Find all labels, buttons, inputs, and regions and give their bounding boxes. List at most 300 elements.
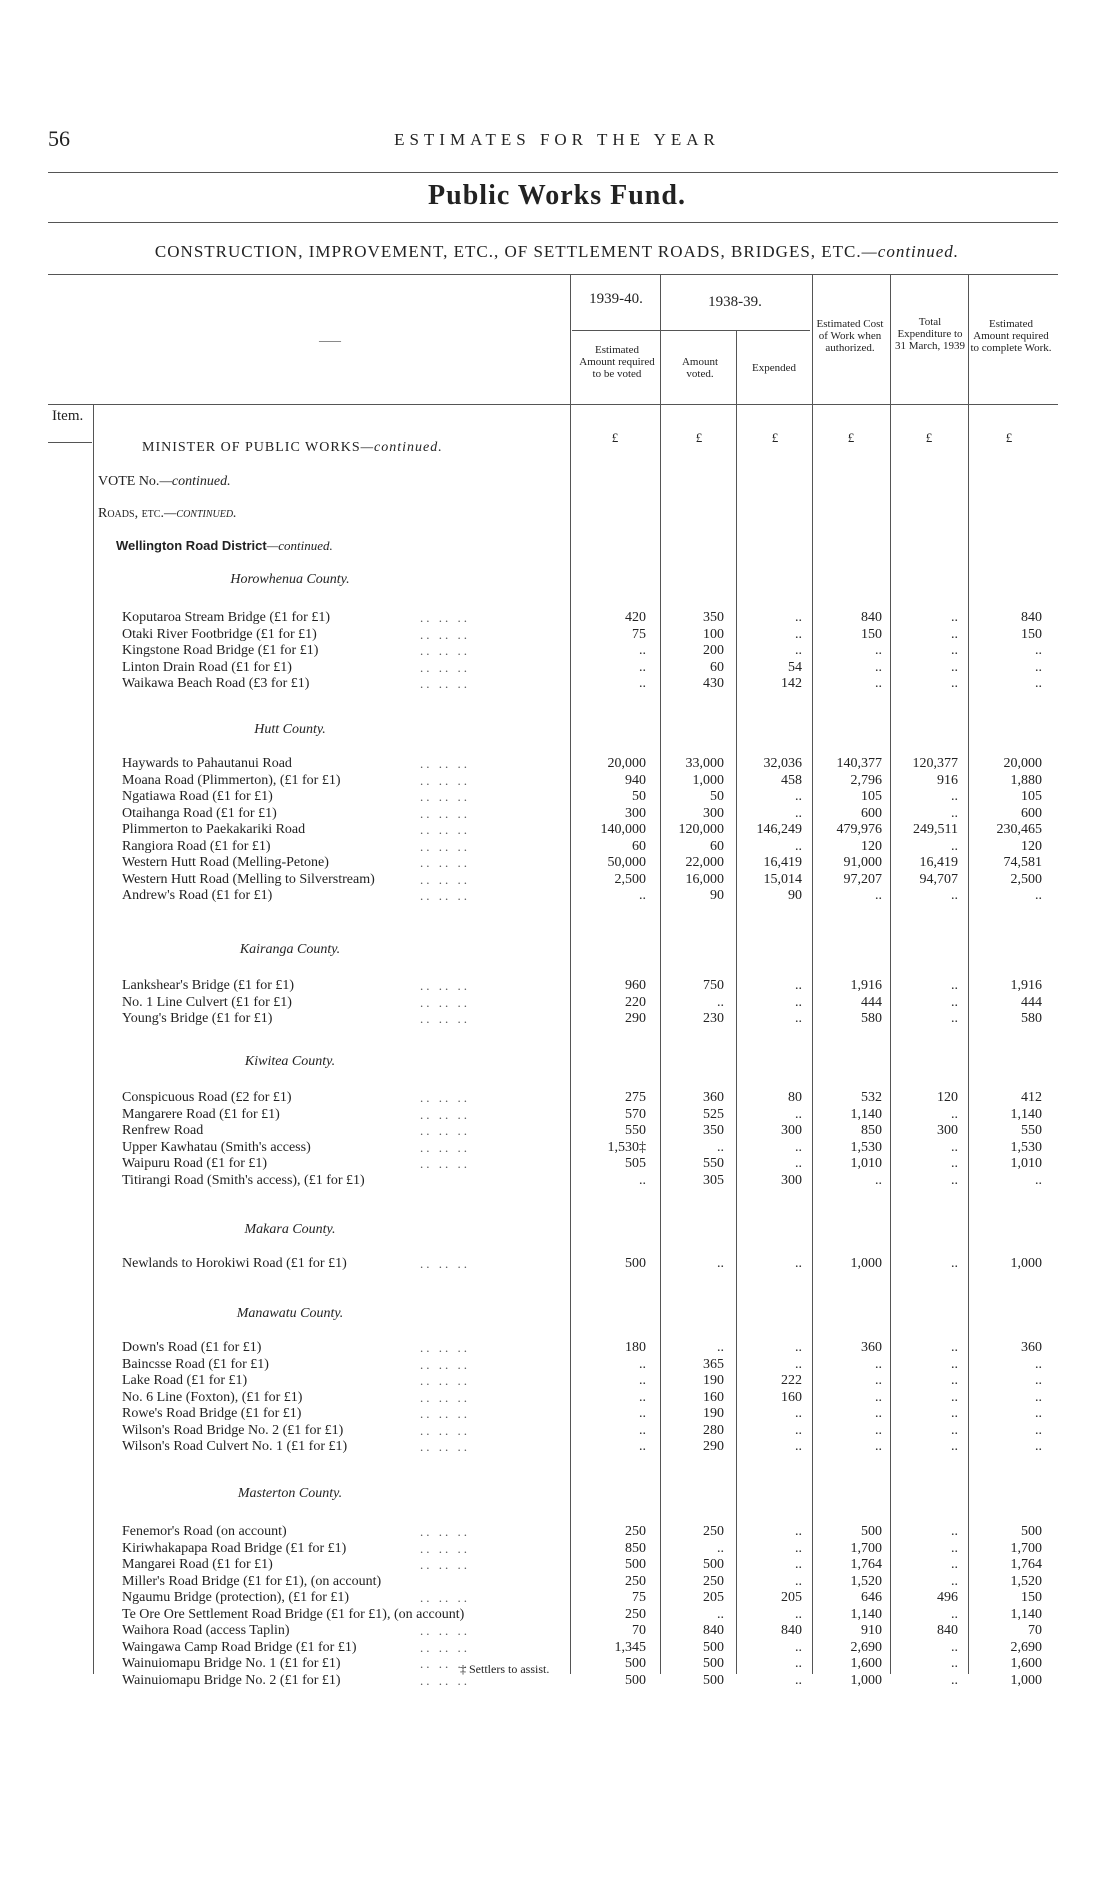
cell-value-col-6: 1,880 [1010, 772, 1042, 788]
county-heading: Hutt County. [254, 722, 326, 737]
item-name: Linton Drain Road (£1 for £1) [122, 659, 292, 675]
item-name: Kingstone Road Bridge (£1 for £1) [122, 643, 319, 658]
leader-dots: .. .. .. [420, 1639, 470, 1655]
table-row [0, 789, 1114, 805]
cell-value-col-1: 70 [632, 1623, 646, 1638]
item-name: Ngatiawa Road (£1 for £1) [122, 789, 273, 804]
cell-value-col-5: .. [951, 1639, 958, 1655]
table-row [0, 1357, 1114, 1373]
county-heading: Horowhenua County. [230, 572, 350, 587]
cell-value-col-5: .. [951, 789, 958, 804]
year-underline [572, 330, 810, 331]
cell-value-col-1: .. [639, 676, 646, 691]
cell-value-col-2: 160 [703, 1389, 724, 1405]
cell-value-col-2: 360 [703, 1090, 724, 1105]
cell-value-col-1: 570 [625, 1106, 646, 1122]
cell-value-col-1: 850 [625, 1540, 646, 1556]
leader-dots: .. .. .. [420, 610, 470, 625]
cell-value-col-4: 444 [861, 994, 882, 1010]
minister-text: MINISTER OF PUBLIC WORKS [142, 440, 361, 455]
cell-value-col-6: 1,916 [1010, 978, 1042, 993]
cell-value-col-1: 1,345 [614, 1639, 646, 1655]
cell-value-col-6: 412 [1021, 1090, 1042, 1105]
cell-value-col-5: .. [951, 1356, 958, 1372]
section-title-cont: —continued. [861, 242, 960, 261]
cell-value-col-6: 1,764 [1010, 1557, 1042, 1572]
cell-value-col-2: 365 [703, 1356, 724, 1372]
cell-value-col-4: 500 [861, 1524, 882, 1539]
cell-value-col-5: .. [951, 643, 958, 658]
cell-value-col-2: 190 [703, 1373, 724, 1388]
table-row [0, 839, 1114, 855]
item-name: Andrew's Road (£1 for £1) [122, 888, 273, 903]
cell-value-col-4: .. [875, 1172, 882, 1188]
cell-value-col-1: .. [639, 1172, 646, 1188]
leader-dots: .. .. .. [420, 1557, 470, 1572]
cell-value-col-6: 150 [1021, 626, 1042, 642]
cell-value-col-5: .. [951, 1106, 958, 1122]
cell-value-col-4: 2,690 [850, 1639, 882, 1655]
leader-dots: .. .. .. [420, 1672, 470, 1688]
cell-value-col-6: 1,530 [1010, 1139, 1042, 1155]
cell-value-col-6: 1,010 [1010, 1156, 1042, 1171]
item-name: Rangiora Road (£1 for £1) [122, 838, 271, 854]
cell-value-col-4: 1,000 [850, 1256, 882, 1271]
leader-dots: .. .. .. [420, 659, 470, 675]
cell-value-col-2: 300 [703, 805, 724, 821]
cell-value-col-2: 190 [703, 1406, 724, 1421]
col-expended: Expended [752, 362, 796, 374]
pound-col-3: £ [771, 430, 779, 445]
cell-value-col-4: 580 [861, 1011, 882, 1026]
leader-dots: .. .. .. [420, 1340, 470, 1355]
item-name: Rowe's Road Bridge (£1 for £1) [122, 1406, 302, 1421]
cell-value-col-3: 458 [781, 772, 802, 788]
cell-value-col-2: 230 [703, 1011, 724, 1026]
cell-value-col-1: .. [639, 1389, 646, 1405]
cell-value-col-1: 275 [625, 1090, 646, 1105]
cell-value-col-5: .. [951, 1011, 958, 1026]
cell-value-col-3: 80 [788, 1090, 802, 1105]
district-text: Wellington Road District [116, 538, 267, 553]
year-1938-39: 1938-39. [708, 294, 762, 310]
table-row [0, 1607, 1114, 1623]
cell-value-col-6: 2,690 [1010, 1639, 1042, 1655]
cell-value-col-2: 350 [703, 1123, 724, 1138]
cell-value-col-4: 120 [861, 838, 882, 854]
leader-dots: .. .. .. [420, 1389, 470, 1405]
cell-value-col-6: .. [1035, 1373, 1042, 1388]
cell-value-col-3: .. [795, 643, 802, 658]
table-row [0, 1256, 1114, 1272]
cell-value-col-2: .. [717, 1540, 724, 1556]
county-heading: Manawatu County. [236, 1306, 344, 1321]
item-name: Waihora Road (access Taplin) [122, 1623, 290, 1638]
table-row [0, 1173, 1114, 1189]
cell-value-col-5: .. [951, 978, 958, 993]
header-rule [48, 172, 1058, 173]
cell-value-col-3: .. [795, 1656, 802, 1671]
cell-value-col-3: 32,036 [763, 756, 802, 771]
col-rule-6 [968, 274, 969, 1674]
cell-value-col-1: .. [639, 1373, 646, 1388]
pound-col-5: £ [925, 430, 933, 445]
cell-value-col-6: .. [1035, 1406, 1042, 1421]
cell-value-col-3: 90 [788, 888, 802, 903]
district-heading [116, 538, 333, 554]
cell-value-col-6: 1,140 [1010, 1106, 1042, 1122]
cell-value-col-3: .. [795, 1106, 802, 1122]
cell-value-col-3: .. [795, 994, 802, 1010]
cell-value-col-1: .. [639, 1439, 646, 1454]
cell-value-col-6: .. [1035, 659, 1042, 675]
leader-dots: .. .. .. [420, 643, 470, 658]
cell-value-col-3: .. [795, 626, 802, 642]
cell-value-col-2: 250 [703, 1524, 724, 1539]
pound-col-6: £ [1005, 430, 1013, 445]
vote-heading [98, 474, 231, 490]
county-heading: Masterton County. [237, 1486, 343, 1501]
cell-value-col-5: .. [951, 1256, 958, 1271]
running-head: ESTIMATES FOR THE YEAR [394, 130, 720, 149]
cell-value-col-6: 550 [1021, 1123, 1042, 1138]
cell-value-col-3: .. [795, 978, 802, 993]
item-name: Mangarere Road (£1 for £1) [122, 1106, 280, 1122]
item-name: Miller's Road Bridge (£1 for £1), (on account) [122, 1573, 382, 1589]
footnote: ‡ Settlers to assist. [460, 1662, 550, 1676]
cell-value-col-3: .. [795, 1356, 802, 1372]
item-name: Western Hutt Road (Melling-Petone) [122, 855, 329, 870]
roads-text: Roads, etc. [98, 506, 164, 521]
cell-value-col-3: .. [795, 838, 802, 854]
cell-value-col-2: 60 [710, 838, 724, 854]
cell-value-col-6: 840 [1021, 610, 1042, 625]
cell-value-col-1: 250 [625, 1524, 646, 1539]
item-name: Koputaroa Stream Bridge (£1 for £1) [122, 610, 330, 625]
cell-value-col-3: 15,014 [763, 871, 802, 887]
item-name: Western Hutt Road (Melling to Silverstream) [122, 871, 375, 887]
table-row [0, 888, 1114, 904]
cell-value-col-3: .. [795, 1672, 802, 1688]
cell-value-col-2: 500 [703, 1557, 724, 1572]
cell-value-col-1: 20,000 [607, 756, 646, 771]
item-name: Fenemor's Road (on account) [122, 1524, 287, 1539]
section-title-text: CONSTRUCTION, IMPROVEMENT, ETC., OF SETTLEMENT ROADS, BRIDGES, ETC. [154, 242, 862, 261]
cell-value-col-5: .. [951, 1340, 958, 1355]
year-1939-40: 1939-40. [589, 291, 643, 307]
table-row [0, 1390, 1114, 1406]
cell-value-col-2: 90 [710, 888, 724, 903]
cell-value-col-1: .. [639, 888, 646, 903]
cell-value-col-4: 1,140 [850, 1106, 882, 1122]
cell-value-col-6: .. [1035, 1172, 1042, 1188]
cell-value-col-4: 479,976 [836, 822, 882, 837]
leader-dots: .. .. .. [420, 1090, 470, 1105]
leader-dots: .. .. .. [420, 789, 470, 804]
cell-value-col-3: 840 [781, 1623, 802, 1638]
cell-value-col-6: 1,700 [1010, 1540, 1042, 1556]
cell-value-col-4: .. [875, 1389, 882, 1405]
cell-value-col-5: .. [951, 659, 958, 675]
cell-value-col-6: 600 [1021, 805, 1042, 821]
cell-value-col-6: 1,000 [1010, 1672, 1042, 1688]
leader-dots: .. .. .. [420, 838, 470, 854]
cell-value-col-1: 75 [632, 626, 646, 642]
table-row [0, 1656, 1114, 1672]
leader-dots: .. .. .. [420, 805, 470, 821]
table-row [0, 1574, 1114, 1590]
cell-value-col-4: .. [875, 676, 882, 691]
cell-value-col-4: 1,916 [850, 978, 882, 993]
table-row [0, 1011, 1114, 1027]
col-rule-4 [812, 274, 813, 1674]
table-row [0, 1090, 1114, 1106]
roads-cont: —continued. [163, 506, 237, 521]
item-name: Upper Kawhatau (Smith's access) [122, 1139, 311, 1155]
item-name: Baincsse Road (£1 for £1) [122, 1356, 269, 1372]
item-name: Te Ore Ore Settlement Road Bridge (£1 for £1), (on account) [122, 1606, 465, 1622]
table-row [0, 1640, 1114, 1656]
cell-value-col-1: 50,000 [607, 855, 646, 870]
leader-dots: .. .. .. [420, 772, 470, 788]
item-name: Haywards to Pahautanui Road [122, 756, 292, 771]
cell-value-col-4: 1,140 [850, 1606, 882, 1622]
cell-value-col-3: .. [795, 1439, 802, 1454]
cell-value-col-1: 505 [625, 1156, 646, 1171]
cell-value-col-2: 500 [703, 1656, 724, 1671]
cell-value-col-6: .. [1035, 1439, 1042, 1454]
cell-value-col-5: .. [951, 838, 958, 854]
roads-heading [98, 506, 237, 522]
cell-value-col-5: .. [951, 1156, 958, 1171]
vote-text: VOTE No. [98, 474, 160, 489]
pound-col-4: £ [847, 430, 855, 445]
cell-value-col-3: 222 [781, 1373, 802, 1388]
pound-col-2: £ [695, 430, 703, 445]
cell-value-col-2: 33,000 [685, 756, 724, 771]
cell-value-col-3: 300 [781, 1123, 802, 1138]
cell-value-col-2: 120,000 [678, 822, 724, 837]
cell-value-col-4: 1,700 [850, 1540, 882, 1556]
cell-value-col-2: 16,000 [685, 871, 724, 887]
item-name: Waingawa Camp Road Bridge (£1 for £1) [122, 1639, 357, 1655]
item-name: Lake Road (£1 for £1) [122, 1373, 248, 1388]
cell-value-col-2: 1,000 [692, 772, 724, 788]
cell-value-col-1: 500 [625, 1656, 646, 1671]
cell-value-col-5: 300 [937, 1123, 958, 1138]
table-row [0, 1590, 1114, 1606]
table-row [0, 676, 1114, 692]
cell-value-col-3: 54 [788, 659, 802, 675]
cell-value-col-6: .. [1035, 643, 1042, 658]
cell-value-col-2: 22,000 [685, 855, 724, 870]
cell-value-col-4: 2,796 [850, 772, 882, 788]
cell-value-col-6: .. [1035, 888, 1042, 903]
cell-value-col-1: 180 [625, 1340, 646, 1355]
cell-value-col-3: .. [795, 1256, 802, 1271]
cell-value-col-5: .. [951, 1672, 958, 1688]
leader-dots: .. .. .. [420, 676, 470, 691]
cell-value-col-6: .. [1035, 1422, 1042, 1438]
item-name: Ngaumu Bridge (protection), (£1 for £1) [122, 1590, 350, 1605]
cell-value-col-2: 500 [703, 1672, 724, 1688]
cell-value-col-4: 646 [861, 1590, 882, 1605]
item-name: No. 1 Line Culvert (£1 for £1) [122, 994, 292, 1010]
cell-value-col-6: 105 [1021, 789, 1042, 804]
leader-dots: .. .. .. [420, 1106, 470, 1122]
cell-value-col-2: 50 [710, 789, 724, 804]
table-row [0, 1156, 1114, 1172]
item-name: Wainuiomapu Bridge No. 2 (£1 for £1) [122, 1672, 341, 1688]
cell-value-col-1: 550 [625, 1123, 646, 1138]
cell-value-col-5: 120,377 [912, 756, 958, 771]
county-heading: Kairanga County. [239, 942, 341, 957]
table-row [0, 1557, 1114, 1573]
cell-value-col-5: .. [951, 1524, 958, 1539]
leader-dots: .. .. .. [420, 756, 470, 771]
leader-dots: .. .. .. [420, 1256, 470, 1271]
cell-value-col-1: .. [639, 659, 646, 675]
cell-value-col-4: 1,600 [850, 1656, 882, 1671]
cell-value-col-3: 300 [781, 1172, 802, 1188]
item-name: Newlands to Horokiwi Road (£1 for £1) [122, 1256, 347, 1271]
cell-value-col-1: 250 [625, 1573, 646, 1589]
leader-dots: .. .. .. [420, 1590, 470, 1605]
cell-value-col-1: 60 [632, 838, 646, 854]
cell-value-col-4: .. [875, 1373, 882, 1388]
table-row [0, 1406, 1114, 1422]
cell-value-col-6: 74,581 [1003, 855, 1042, 870]
col-rule-2 [660, 274, 661, 1674]
leader-dots: .. .. .. [420, 1011, 470, 1026]
cell-value-col-2: 305 [703, 1172, 724, 1188]
pound-col-1: £ [611, 430, 619, 445]
cell-value-col-5: 249,511 [913, 822, 958, 837]
cell-value-col-6: 230,465 [996, 822, 1042, 837]
leader-dots: .. .. .. [420, 1139, 470, 1155]
item-name: Waipuru Road (£1 for £1) [122, 1156, 268, 1171]
cell-value-col-2: 205 [703, 1590, 724, 1605]
leader-dots: .. .. .. [420, 1373, 470, 1388]
cell-value-col-3: .. [795, 789, 802, 804]
cell-value-col-3: .. [795, 1156, 802, 1171]
item-name: Waikawa Beach Road (£3 for £1) [122, 676, 310, 691]
table-row [0, 643, 1114, 659]
cell-value-col-2: 525 [703, 1106, 724, 1122]
cell-value-col-2: 550 [703, 1156, 724, 1171]
cell-value-col-3: .. [795, 805, 802, 821]
leader-dots: .. .. .. [420, 994, 470, 1010]
item-name: Otaihanga Road (£1 for £1) [122, 805, 277, 821]
cell-value-col-2: 200 [703, 643, 724, 658]
blank-column-head: —— [319, 335, 341, 347]
leader-dots: .. .. .. [420, 1422, 470, 1438]
county-heading: Makara County. [244, 1222, 336, 1237]
cell-value-col-1: 500 [625, 1557, 646, 1572]
leader-dots: .. .. .. [420, 1540, 470, 1556]
cell-value-col-1: .. [639, 1406, 646, 1421]
item-name: Wilson's Road Bridge No. 2 (£1 for £1) [122, 1422, 344, 1438]
cell-value-col-6: 120 [1021, 838, 1042, 854]
table-row [0, 995, 1114, 1011]
cell-value-col-2: 280 [703, 1422, 724, 1438]
cell-value-col-5: .. [951, 1389, 958, 1405]
cell-value-col-4: 850 [861, 1123, 882, 1138]
cell-value-col-4: 91,000 [843, 855, 882, 870]
cell-value-col-1: .. [639, 1356, 646, 1372]
county-heading: Kiwitea County. [244, 1054, 336, 1069]
cell-value-col-5: .. [951, 1540, 958, 1556]
table-row [0, 1107, 1114, 1123]
table-row [0, 806, 1114, 822]
table-row [0, 822, 1114, 838]
cell-value-col-1: 500 [625, 1256, 646, 1271]
cell-value-col-3: .. [795, 1639, 802, 1655]
cell-value-col-1: 300 [625, 805, 646, 821]
item-name: Wainuiomapu Bridge No. 1 (£1 for £1) [122, 1656, 341, 1671]
col-total-exp: Total Expenditure to 31 March, 1939 [895, 316, 965, 352]
cell-value-col-2: 430 [703, 676, 724, 691]
cell-value-col-4: .. [875, 643, 882, 658]
cell-value-col-1: 140,000 [600, 822, 646, 837]
cell-value-col-1: 250 [625, 1606, 646, 1622]
cell-value-col-6: 70 [1028, 1623, 1042, 1638]
leader-dots: .. .. .. [420, 855, 470, 870]
col-est-complete: Estimated Amount required to complete Work. [970, 318, 1052, 354]
table-row [0, 1340, 1114, 1356]
cell-value-col-4: .. [875, 1406, 882, 1421]
item-label: Item. [52, 408, 84, 424]
col-rule-5 [890, 274, 891, 1674]
table-row [0, 610, 1114, 626]
fund-title: Public Works Fund. [428, 180, 686, 211]
table-row [0, 1373, 1114, 1389]
cell-value-col-5: .. [951, 1573, 958, 1589]
cell-value-col-3: .. [795, 1557, 802, 1572]
leader-dots: .. .. .. [420, 822, 470, 837]
cell-value-col-6: 580 [1021, 1011, 1042, 1026]
item-name: Conspicuous Road (£2 for £1) [122, 1090, 292, 1105]
cell-value-col-5: 916 [937, 772, 958, 788]
cell-value-col-5: 120 [937, 1090, 958, 1105]
cell-value-col-3: 146,249 [756, 822, 802, 837]
leader-dots: .. .. .. [420, 1356, 470, 1372]
page-number: 56 [48, 126, 70, 151]
cell-value-col-4: .. [875, 1356, 882, 1372]
cell-value-col-2: 840 [703, 1623, 724, 1638]
item-name: Mangarei Road (£1 for £1) [122, 1557, 273, 1572]
minister-cont: —continued. [360, 440, 443, 455]
cell-value-col-5: .. [951, 888, 958, 903]
cell-value-col-4: 1,010 [850, 1156, 882, 1171]
cell-value-col-5: .. [951, 994, 958, 1010]
cell-value-col-4: 1,530 [850, 1139, 882, 1155]
cell-value-col-4: 1,520 [850, 1573, 882, 1589]
table-row [0, 855, 1114, 871]
cell-value-col-1: .. [639, 1422, 646, 1438]
cell-value-col-5: .. [951, 1606, 958, 1622]
cell-value-col-4: .. [875, 888, 882, 903]
cell-value-col-5: .. [951, 805, 958, 821]
cell-value-col-2: 750 [703, 978, 724, 993]
item-col-rule [93, 404, 94, 1674]
table-row [0, 773, 1114, 789]
item-name: Renfrew Road [122, 1123, 204, 1138]
cell-value-col-2: .. [717, 994, 724, 1010]
table-row [0, 1140, 1114, 1156]
cell-value-col-1: 960 [625, 978, 646, 993]
cell-value-col-2: 60 [710, 659, 724, 675]
